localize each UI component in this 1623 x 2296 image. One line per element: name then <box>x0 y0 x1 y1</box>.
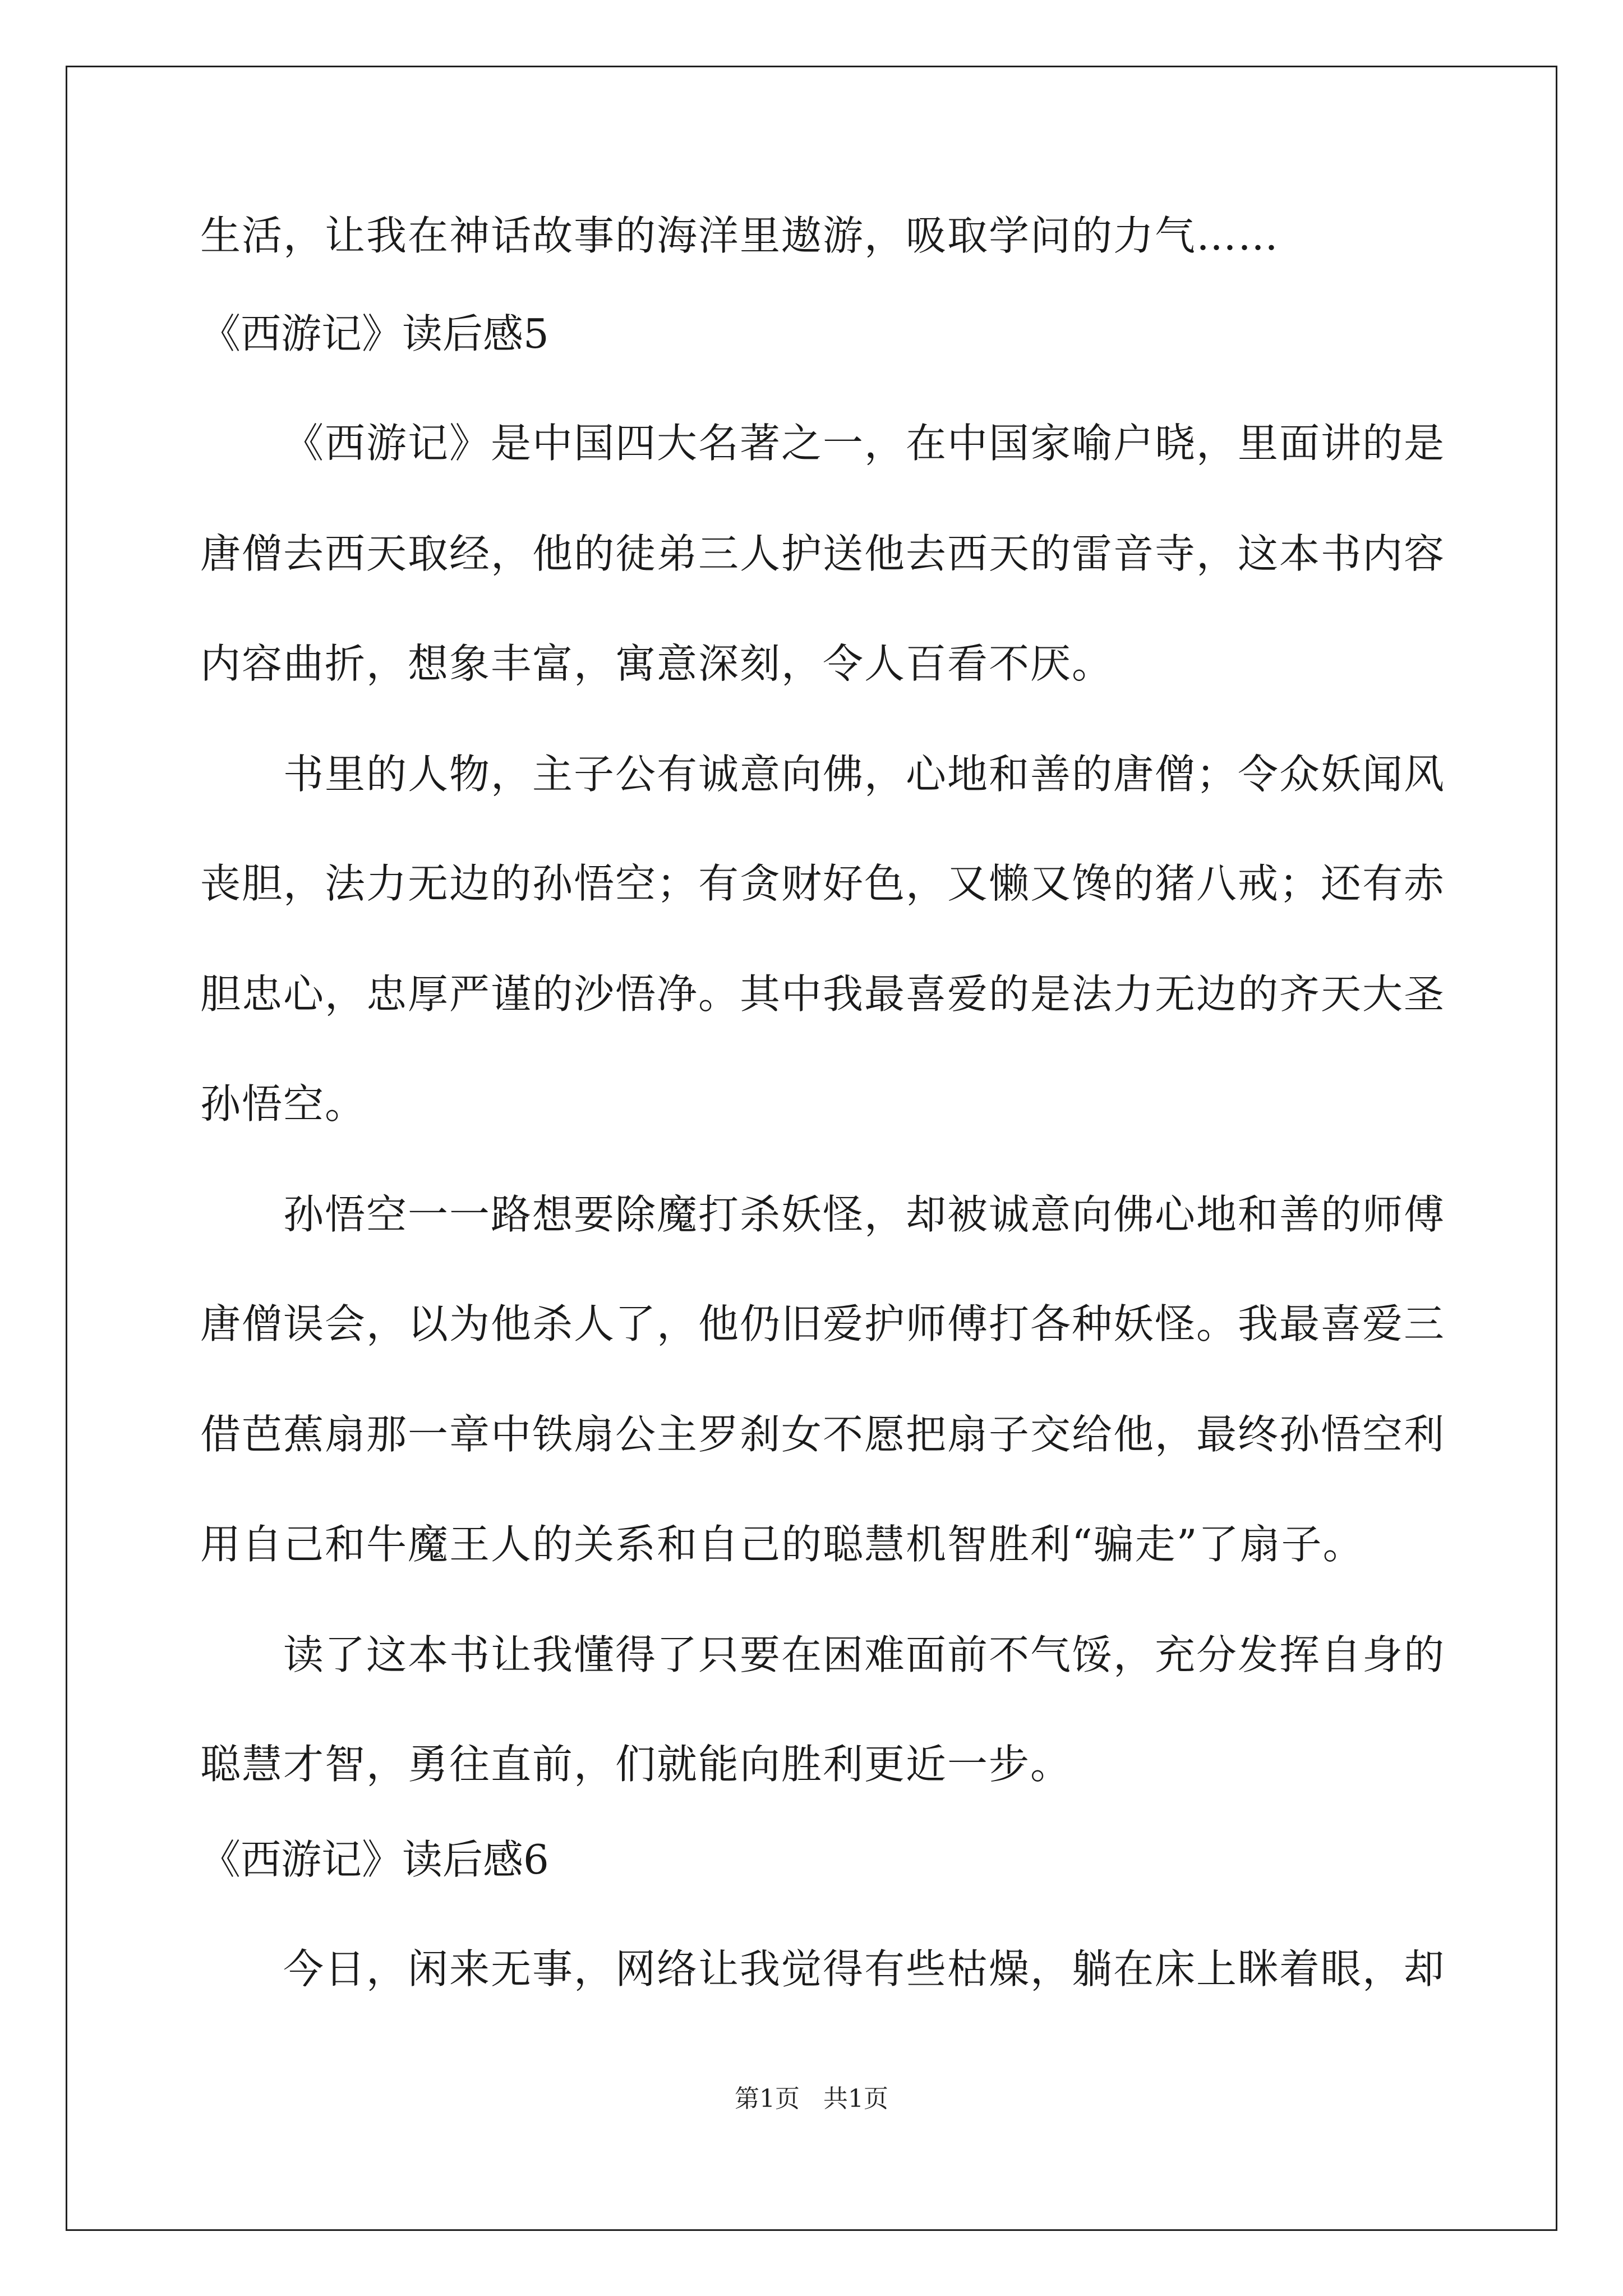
section-heading: 《西游记》读后感6 <box>200 1836 549 1883</box>
paragraph-line: 《西游记》是中国四大名著之一，在中国家喻户晓，里面讲的是 <box>283 420 1446 467</box>
section-heading: 《西游记》读后感5 <box>200 310 549 357</box>
paragraph-line: 借芭蕉扇那一章中铁扇公主罗刹女不愿把扇子交给他，最终孙悟空利 <box>200 1411 1446 1458</box>
paragraph-line: 唐僧误会，以为他杀人了，他仍旧爱护师傅打各种妖怪。我最喜爱三 <box>200 1300 1446 1347</box>
paragraph-line: 生活，让我在神话故事的海洋里遨游，吸取学问的力气…… <box>200 212 1280 259</box>
paragraph-line: 孙悟空一一路想要除魔打杀妖怪，却被诚意向佛心地和善的师傅 <box>283 1191 1446 1238</box>
page-border <box>66 66 1557 2231</box>
paragraph-line: 读了这本书让我懂得了只要在困难面前不气馁，充分发挥自身的 <box>283 1631 1446 1678</box>
paragraph-line: 聪慧才智，勇往直前，们就能向胜利更近一步。 <box>200 1741 1072 1788</box>
paragraph-line: 孙悟空。 <box>200 1080 367 1128</box>
paragraph-line: 今日，闲来无事，网络让我觉得有些枯燥，躺在床上眯着眼，却 <box>283 1945 1446 1993</box>
paragraph-line: 用自己和牛魔王人的关系和自己的聪慧机智胜利“骗走”了扇子。 <box>200 1521 1364 1568</box>
paragraph-line: 书里的人物，主子公有诚意向佛，心地和善的唐僧；令众妖闻风 <box>283 751 1446 798</box>
paragraph-line: 内容曲折，想象丰富，寓意深刻，令人百看不厌。 <box>200 640 1114 687</box>
paragraph-line: 唐僧去西天取经，他的徒弟三人护送他去西天的雷音寺，这本书内容 <box>200 530 1446 577</box>
paragraph-line: 胆忠心，忠厚严谨的沙悟净。其中我最喜爱的是法力无边的齐天大圣 <box>200 970 1446 1018</box>
page-footer: 第1页 共1页 <box>735 2085 888 2113</box>
paragraph-line: 丧胆，法力无边的孙悟空；有贪财好色，又懒又馋的猪八戒；还有赤 <box>200 860 1446 907</box>
